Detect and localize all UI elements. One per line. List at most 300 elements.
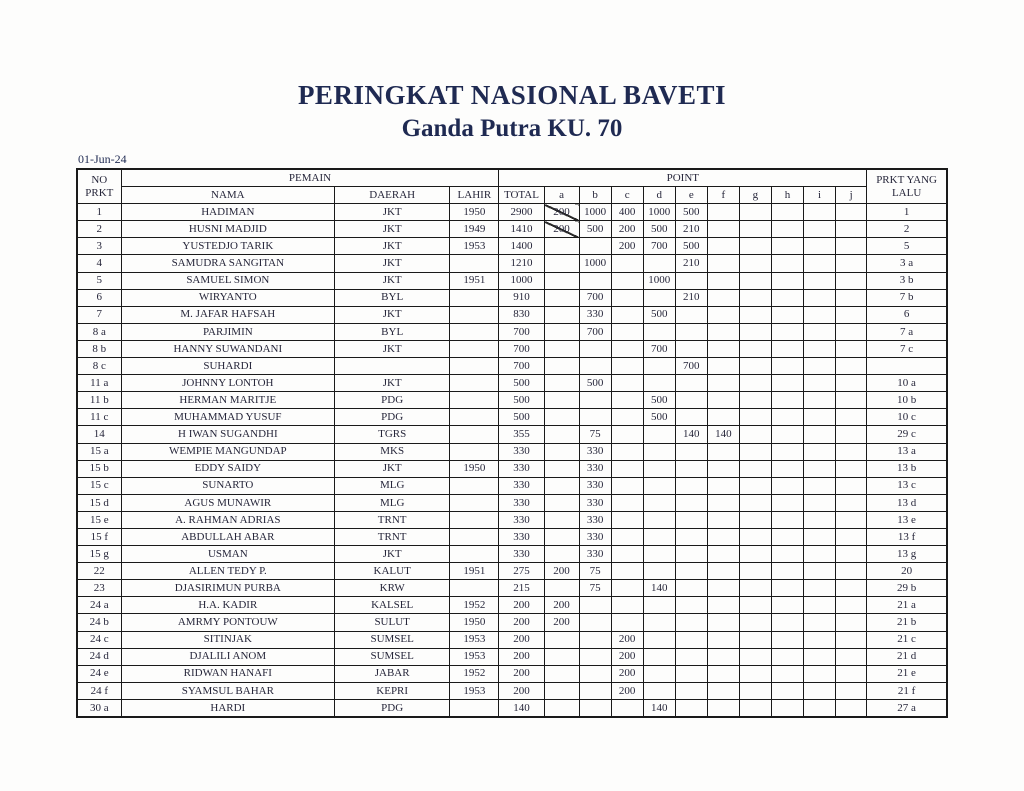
cell-e <box>675 443 707 460</box>
cell-h <box>771 392 803 409</box>
cell-g <box>739 323 771 340</box>
cell-lahir <box>450 323 499 340</box>
cell-total: 700 <box>499 340 544 357</box>
cell-daerah: BYL <box>335 289 450 306</box>
cell-lahir: 1951 <box>450 272 499 289</box>
cell-total: 275 <box>499 563 544 580</box>
cell-total: 200 <box>499 665 544 682</box>
cell-lahir <box>450 699 499 717</box>
cell-daerah: JKT <box>335 204 450 221</box>
cell-f <box>707 340 739 357</box>
cell-a <box>544 648 579 665</box>
cell-d: 140 <box>643 580 675 597</box>
cell-no: 15 c <box>77 477 121 494</box>
cell-total: 200 <box>499 631 544 648</box>
cell-lalu: 13 d <box>867 494 947 511</box>
cell-lahir <box>450 255 499 272</box>
cell-b: 330 <box>579 546 611 563</box>
cell-total: 500 <box>499 409 544 426</box>
cell-h <box>771 238 803 255</box>
cell-f <box>707 358 739 375</box>
cell-lahir <box>450 580 499 597</box>
cell-f <box>707 580 739 597</box>
cell-i <box>804 358 836 375</box>
cell-lalu: 21 f <box>867 682 947 699</box>
cell-lalu: 13 e <box>867 511 947 528</box>
header-point-f: f <box>707 187 739 204</box>
cell-lahir: 1952 <box>450 597 499 614</box>
cell-c: 200 <box>611 648 643 665</box>
cell-lalu: 2 <box>867 221 947 238</box>
cell-h <box>771 306 803 323</box>
cell-lahir <box>450 409 499 426</box>
cell-c <box>611 409 643 426</box>
cell-daerah: MLG <box>335 477 450 494</box>
cell-nama: SAMUEL SIMON <box>121 272 334 289</box>
cell-nama: SUHARDI <box>121 358 334 375</box>
cell-total: 200 <box>499 597 544 614</box>
cell-d <box>643 460 675 477</box>
cell-b: 700 <box>579 289 611 306</box>
cell-daerah <box>335 358 450 375</box>
cell-daerah: JKT <box>335 340 450 357</box>
page-title: PERINGKAT NASIONAL BAVETI <box>297 80 727 110</box>
cell-e <box>675 665 707 682</box>
cell-f <box>707 323 739 340</box>
cell-h <box>771 426 803 443</box>
cell-no: 30 a <box>77 699 121 717</box>
cell-daerah: SUMSEL <box>335 648 450 665</box>
cell-f <box>707 648 739 665</box>
cell-no: 24 a <box>77 597 121 614</box>
table-row <box>77 631 947 648</box>
cell-nama: AMRMY PONTOUW <box>121 614 334 631</box>
cell-b <box>579 392 611 409</box>
cell-lahir <box>450 392 499 409</box>
cell-f <box>707 614 739 631</box>
table-row <box>77 494 947 511</box>
cell-c: 200 <box>611 238 643 255</box>
cell-c: 400 <box>611 204 643 221</box>
cell-c <box>611 563 643 580</box>
cell-lahir <box>450 528 499 545</box>
cell-nama: M. JAFAR HAFSAH <box>121 306 334 323</box>
cell-d: 700 <box>643 238 675 255</box>
cell-no: 11 c <box>77 409 121 426</box>
cell-f <box>707 272 739 289</box>
cell-i <box>804 306 836 323</box>
cell-c <box>611 358 643 375</box>
cell-d: 700 <box>643 340 675 357</box>
table-row <box>77 426 947 443</box>
cell-daerah: JKT <box>335 272 450 289</box>
cell-lahir <box>450 443 499 460</box>
cell-lalu: 13 b <box>867 460 947 477</box>
cell-f <box>707 392 739 409</box>
cell-e <box>675 563 707 580</box>
cell-i <box>804 511 836 528</box>
cell-b <box>579 358 611 375</box>
cell-i <box>804 340 836 357</box>
cell-f <box>707 375 739 392</box>
cell-d <box>643 358 675 375</box>
cell-d <box>643 546 675 563</box>
cell-d <box>643 528 675 545</box>
cell-h <box>771 255 803 272</box>
cell-g <box>739 528 771 545</box>
cell-daerah: JKT <box>335 221 450 238</box>
header-point: POINT <box>499 169 867 187</box>
cell-daerah: JKT <box>335 255 450 272</box>
cell-b: 500 <box>579 221 611 238</box>
cell-c: 200 <box>611 665 643 682</box>
cell-lalu: 20 <box>867 563 947 580</box>
cell-lalu: 21 c <box>867 631 947 648</box>
cell-total: 1410 <box>499 221 544 238</box>
cell-i <box>804 682 836 699</box>
cell-j <box>836 443 867 460</box>
cell-h <box>771 443 803 460</box>
cell-a <box>544 409 579 426</box>
cell-f <box>707 631 739 648</box>
cell-lalu: 6 <box>867 306 947 323</box>
cell-lalu: 21 b <box>867 614 947 631</box>
cell-no: 15 g <box>77 546 121 563</box>
cell-c <box>611 340 643 357</box>
cell-e <box>675 340 707 357</box>
cell-lalu: 13 f <box>867 528 947 545</box>
cell-c <box>611 511 643 528</box>
cell-e: 140 <box>675 426 707 443</box>
cell-j <box>836 546 867 563</box>
cell-no: 4 <box>77 255 121 272</box>
cell-j <box>836 409 867 426</box>
cell-g <box>739 614 771 631</box>
cell-j <box>836 477 867 494</box>
cell-no: 11 a <box>77 375 121 392</box>
cell-f <box>707 477 739 494</box>
cell-e <box>675 580 707 597</box>
header-point-h: h <box>771 187 803 204</box>
cell-g <box>739 563 771 580</box>
cell-c <box>611 255 643 272</box>
header-no-line2: PRKT <box>85 186 114 199</box>
cell-lalu: 21 d <box>867 648 947 665</box>
cell-j <box>836 648 867 665</box>
cell-i <box>804 289 836 306</box>
cell-a <box>544 340 579 357</box>
cell-c: 200 <box>611 221 643 238</box>
cell-lahir: 1952 <box>450 665 499 682</box>
cell-j <box>836 580 867 597</box>
cell-daerah: TGRS <box>335 426 450 443</box>
cell-no: 24 d <box>77 648 121 665</box>
cell-j <box>836 375 867 392</box>
cell-g <box>739 699 771 717</box>
cell-nama: HANNY SUWANDANI <box>121 340 334 357</box>
table-row <box>77 460 947 477</box>
cell-no: 24 b <box>77 614 121 631</box>
header-point-g: g <box>739 187 771 204</box>
cell-j <box>836 255 867 272</box>
cell-i <box>804 597 836 614</box>
cell-f <box>707 443 739 460</box>
cell-a <box>544 323 579 340</box>
cell-b: 75 <box>579 580 611 597</box>
cell-f <box>707 528 739 545</box>
cell-daerah: PDG <box>335 699 450 717</box>
cell-daerah: KEPRI <box>335 682 450 699</box>
table-row <box>77 528 947 545</box>
cell-g <box>739 358 771 375</box>
cell-a <box>544 358 579 375</box>
cell-total: 500 <box>499 392 544 409</box>
cell-f <box>707 306 739 323</box>
cell-total: 215 <box>499 580 544 597</box>
cell-lahir <box>450 289 499 306</box>
cell-a <box>544 272 579 289</box>
cell-total: 330 <box>499 477 544 494</box>
cell-a: 200 <box>544 614 579 631</box>
cell-h <box>771 409 803 426</box>
table-row <box>77 511 947 528</box>
cell-e <box>675 682 707 699</box>
cell-f <box>707 597 739 614</box>
table-row <box>77 306 947 323</box>
cell-nama: H.A. KADIR <box>121 597 334 614</box>
cell-d: 140 <box>643 699 675 717</box>
cell-nama: AGUS MUNAWIR <box>121 494 334 511</box>
cell-nama: MUHAMMAD YUSUF <box>121 409 334 426</box>
cell-daerah: BYL <box>335 323 450 340</box>
cell-b: 330 <box>579 460 611 477</box>
cell-nama: RIDWAN HANAFI <box>121 665 334 682</box>
cell-i <box>804 392 836 409</box>
cell-g <box>739 494 771 511</box>
cell-h <box>771 494 803 511</box>
cell-c <box>611 597 643 614</box>
cell-nama: SUNARTO <box>121 477 334 494</box>
table-row <box>77 546 947 563</box>
cell-i <box>804 477 836 494</box>
header-lalu-line2: LALU <box>891 186 922 199</box>
cell-j <box>836 494 867 511</box>
cell-j <box>836 528 867 545</box>
cell-nama: YUSTEDJO TARIK <box>121 238 334 255</box>
cell-a <box>544 699 579 717</box>
cell-c: 200 <box>611 682 643 699</box>
cell-lalu: 3 a <box>867 255 947 272</box>
cell-d: 1000 <box>643 204 675 221</box>
cell-lalu: 29 b <box>867 580 947 597</box>
cell-b: 1000 <box>579 204 611 221</box>
cell-g <box>739 255 771 272</box>
cell-e <box>675 375 707 392</box>
cell-h <box>771 563 803 580</box>
cell-d <box>643 614 675 631</box>
cell-e <box>675 323 707 340</box>
cell-a <box>544 494 579 511</box>
cell-j <box>836 563 867 580</box>
cell-lahir <box>450 511 499 528</box>
cell-c <box>611 323 643 340</box>
cell-e: 210 <box>675 221 707 238</box>
cell-c <box>611 392 643 409</box>
header-point-i: i <box>804 187 836 204</box>
cell-g <box>739 597 771 614</box>
cell-h <box>771 511 803 528</box>
table-body <box>77 204 947 717</box>
cell-d <box>643 443 675 460</box>
cell-b <box>579 272 611 289</box>
cell-a <box>544 306 579 323</box>
cell-no: 1 <box>77 204 121 221</box>
cell-d <box>643 477 675 494</box>
cell-h <box>771 682 803 699</box>
cell-j <box>836 323 867 340</box>
cell-nama: HADIMAN <box>121 204 334 221</box>
cell-d: 500 <box>643 221 675 238</box>
cell-d: 500 <box>643 409 675 426</box>
cell-j <box>836 204 867 221</box>
cell-lalu: 29 c <box>867 426 947 443</box>
cell-h <box>771 272 803 289</box>
cell-daerah: TRNT <box>335 528 450 545</box>
cell-d <box>643 648 675 665</box>
cell-no: 24 e <box>77 665 121 682</box>
header-point-d: d <box>643 187 675 204</box>
cell-f: 140 <box>707 426 739 443</box>
cell-b: 1000 <box>579 255 611 272</box>
cell-b <box>579 648 611 665</box>
cell-g <box>739 289 771 306</box>
cell-b: 700 <box>579 323 611 340</box>
cell-e <box>675 528 707 545</box>
cell-no: 11 b <box>77 392 121 409</box>
cell-f <box>707 682 739 699</box>
cell-d <box>643 289 675 306</box>
cell-g <box>739 511 771 528</box>
cell-c <box>611 443 643 460</box>
cell-lahir: 1950 <box>450 204 499 221</box>
cell-j <box>836 614 867 631</box>
cell-g <box>739 306 771 323</box>
cell-total: 200 <box>499 682 544 699</box>
cell-i <box>804 563 836 580</box>
cell-total: 200 <box>499 614 544 631</box>
cell-lahir <box>450 306 499 323</box>
cell-j <box>836 221 867 238</box>
cell-d <box>643 255 675 272</box>
cell-lahir <box>450 477 499 494</box>
cell-g <box>739 340 771 357</box>
cell-a <box>544 289 579 306</box>
cell-e <box>675 648 707 665</box>
cell-daerah: PDG <box>335 392 450 409</box>
table-row <box>77 255 947 272</box>
cell-f <box>707 409 739 426</box>
cell-d: 1000 <box>643 272 675 289</box>
table-row <box>77 238 947 255</box>
cell-d <box>643 597 675 614</box>
cell-d: 500 <box>643 392 675 409</box>
cell-h <box>771 477 803 494</box>
cell-daerah: SULUT <box>335 614 450 631</box>
cell-daerah: PDG <box>335 409 450 426</box>
table-row <box>77 340 947 357</box>
cell-e <box>675 477 707 494</box>
cell-total: 1210 <box>499 255 544 272</box>
cell-h <box>771 614 803 631</box>
cell-j <box>836 682 867 699</box>
cell-nama: A. RAHMAN ADRIAS <box>121 511 334 528</box>
cell-daerah: MKS <box>335 443 450 460</box>
cell-lalu: 13 g <box>867 546 947 563</box>
cell-lalu: 10 b <box>867 392 947 409</box>
cell-lahir: 1951 <box>450 563 499 580</box>
cell-lahir: 1953 <box>450 238 499 255</box>
cell-i <box>804 221 836 238</box>
cell-daerah: JKT <box>335 306 450 323</box>
cell-total: 500 <box>499 375 544 392</box>
cell-daerah: JKT <box>335 238 450 255</box>
cell-g <box>739 238 771 255</box>
cell-daerah: JKT <box>335 546 450 563</box>
cell-f <box>707 221 739 238</box>
cell-e <box>675 272 707 289</box>
cell-c <box>611 614 643 631</box>
cell-no: 2 <box>77 221 121 238</box>
cell-j <box>836 631 867 648</box>
cell-no: 15 b <box>77 460 121 477</box>
cell-g <box>739 580 771 597</box>
cell-h <box>771 340 803 357</box>
header-no-prkt <box>77 169 121 204</box>
header-point-j: j <box>836 187 867 204</box>
cell-f <box>707 255 739 272</box>
cell-total: 330 <box>499 460 544 477</box>
table-row <box>77 221 947 238</box>
cell-no: 5 <box>77 272 121 289</box>
cell-e <box>675 392 707 409</box>
table-row <box>77 392 947 409</box>
cell-nama: WEMPIE MANGUNDAP <box>121 443 334 460</box>
cell-d <box>643 511 675 528</box>
cell-j <box>836 358 867 375</box>
cell-daerah: TRNT <box>335 511 450 528</box>
cell-lalu: 21 e <box>867 665 947 682</box>
cell-d <box>643 375 675 392</box>
header-pemain: PEMAIN <box>121 169 499 187</box>
cell-d <box>643 682 675 699</box>
cell-nama: USMAN <box>121 546 334 563</box>
cell-j <box>836 306 867 323</box>
table-row <box>77 443 947 460</box>
cell-c <box>611 580 643 597</box>
cell-nama: DJALILI ANOM <box>121 648 334 665</box>
cell-lalu: 10 c <box>867 409 947 426</box>
cell-d: 500 <box>643 306 675 323</box>
cell-e <box>675 699 707 717</box>
cell-total: 330 <box>499 528 544 545</box>
cell-a <box>544 682 579 699</box>
cell-j <box>836 597 867 614</box>
cell-c <box>611 272 643 289</box>
cell-g <box>739 546 771 563</box>
cell-lahir: 1953 <box>450 648 499 665</box>
cell-a <box>544 665 579 682</box>
cell-i <box>804 323 836 340</box>
